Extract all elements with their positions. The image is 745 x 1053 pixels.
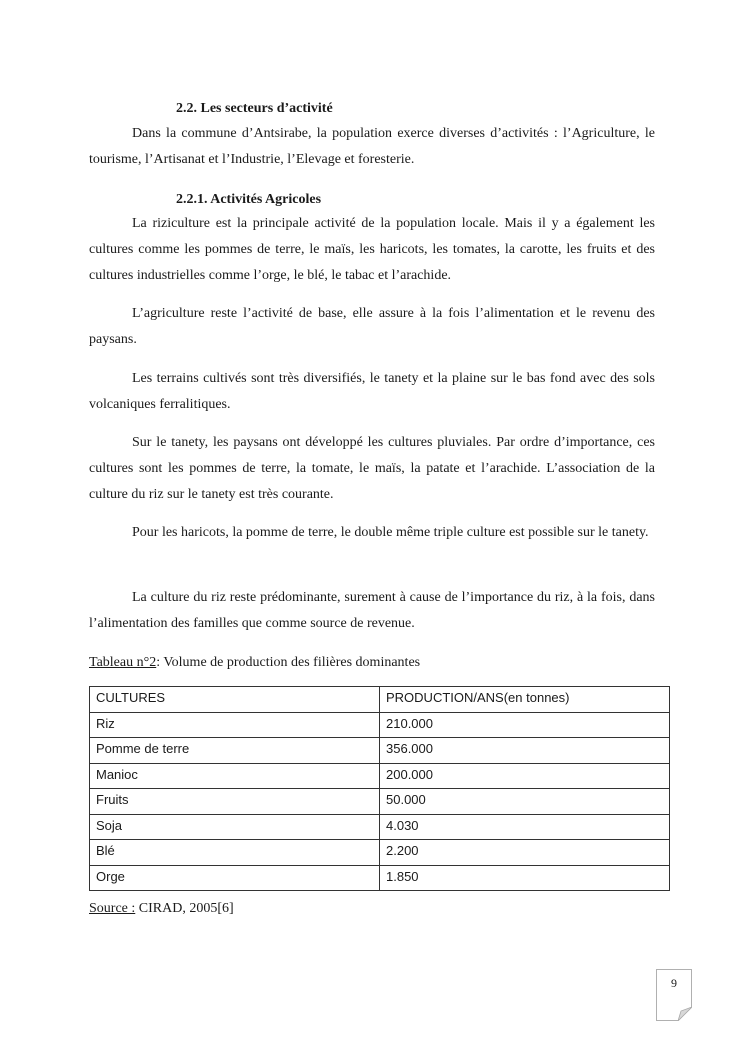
source-label: Source : <box>89 901 136 916</box>
production-cell: 1.850 <box>380 865 670 891</box>
section-intro: Dans la commune d’Antsirabe, la population exerce diverses d’activités : l’Agriculture, le tourisme, l’Artisanat et l’Industrie, l’Elevage et foresterie. <box>89 126 655 167</box>
production-cell: 4.030 <box>380 814 670 840</box>
production-cell: 356.000 <box>380 738 670 764</box>
table-caption-text: : Volume de production des filières dominantes <box>156 655 421 670</box>
table-row <box>90 789 670 815</box>
culture-cell: Orge <box>90 865 380 891</box>
table-row <box>90 738 670 764</box>
production-cell: 200.000 <box>380 763 670 789</box>
production-cell: 210.000 <box>380 712 670 738</box>
culture-cell: Manioc <box>90 763 380 789</box>
page-number: 9 <box>671 976 677 990</box>
page-number-box <box>656 969 692 1021</box>
page-curl-icon <box>678 1007 692 1021</box>
table-caption <box>89 654 420 671</box>
culture-cell: Soja <box>90 814 380 840</box>
paragraph: Sur le tanety, les paysans ont développé les cultures pluviales. Par ordre d’importance, ces cultures sont les pommes de terre, la tomate, le maïs, la patate et l’arachide. L’association de la culture du riz sur le tanety est très courante. <box>89 435 655 502</box>
paragraph: La culture du riz reste prédominante, surement à cause de l’importance du riz, à la fois, dans l’alimentation des familles que comme source de revenue. <box>89 590 655 631</box>
table-row <box>90 712 670 738</box>
table-caption-label: Tableau n°2 <box>89 655 157 670</box>
culture-cell: Fruits <box>90 789 380 815</box>
subsection-heading: 2.2.1. Activités Agricoles <box>176 192 322 207</box>
culture-cell: Pomme de terre <box>90 738 380 764</box>
table-row <box>90 865 670 891</box>
table-row <box>90 814 670 840</box>
paragraph: Les terrains cultivés sont très diversifiés, le tanety et la plaine sur le bas fond avec des sols volcaniques ferralitiques. <box>89 371 655 412</box>
table-row <box>90 840 670 866</box>
culture-cell: Riz <box>90 712 380 738</box>
paragraph: L’agriculture reste l’activité de base, elle assure à la fois l’alimentation et le revenu des paysans. <box>89 306 655 347</box>
table-row <box>90 763 670 789</box>
table-source <box>89 900 234 917</box>
section-heading: 2.2. Les secteurs d’activité <box>176 101 333 116</box>
paragraph: Pour les haricots, la pomme de terre, le double même triple culture est possible sur le tanety. <box>132 525 649 540</box>
production-cell: 50.000 <box>380 789 670 815</box>
table-header-row <box>90 687 670 713</box>
source-text: CIRAD, 2005[6] <box>135 901 234 916</box>
culture-cell: Blé <box>90 840 380 866</box>
header-cell-cultures: CULTURES <box>90 687 380 713</box>
production-cell: 2.200 <box>380 840 670 866</box>
header-cell-production: PRODUCTION/ANS(en tonnes) <box>380 687 670 713</box>
production-table <box>89 686 670 891</box>
paragraph: La riziculture est la principale activité de la population locale. Mais il y a également les cultures comme les pommes de terre, le maïs, les haricots, les tomates, la carotte, les fruits et des cultures industrielles comme l’orge, le blé, le tabac et l’arachide. <box>89 216 655 283</box>
